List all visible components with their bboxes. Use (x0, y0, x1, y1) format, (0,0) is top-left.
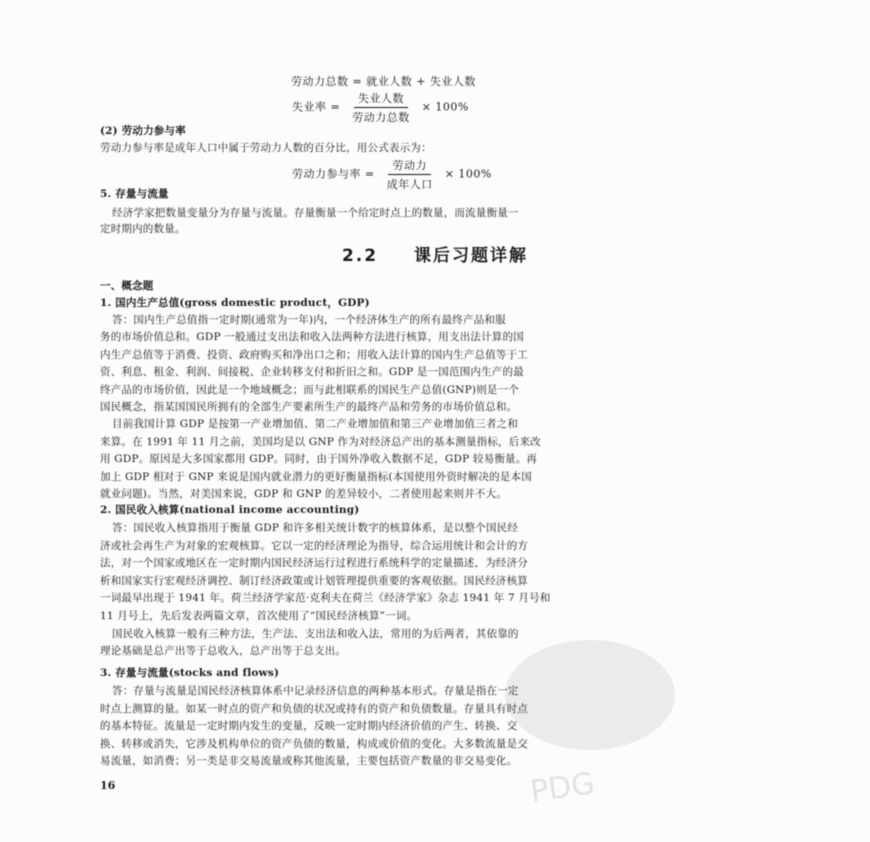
body-line: 理论基础是总产出等于总收入，总产出等于总支出。 (100, 645, 347, 658)
body-line: 国民概念，指某国国民所拥有的全部生产要素所生产的最终产品和劳务的市场价值总和。 (100, 401, 518, 413)
watermark-shape (505, 640, 675, 750)
item5-heading: 5. 存量与流量 (100, 188, 169, 200)
watermark-text: PDG (528, 766, 597, 810)
body-line: 内生产总值等于消费、投资、政府购买和净出口之和；用收入法计算的国内生产总值等于工 (100, 348, 528, 361)
participation-rate-formula (292, 157, 492, 192)
unemployment-numerator: 失业人数 (354, 90, 408, 108)
body-line: 来算。在 1991 年 11 月之前，美国均是以 GNP 作为对经济总产出的基本测量指标，后来改 (100, 435, 541, 448)
body-line: 终产品的市场价值，因此是一个地域概念；而与此相联系的国民生产总值(GNP)则是一个 (100, 383, 520, 396)
body-line: 加上 GDP 相对于 GNP 来说是国内就业潜力的更好衡量指标(本国使用外资时解决的是本国 (100, 470, 532, 483)
body-line: 答：国内生产总值指一定时期(通常为一年)内，一个经济体生产的所有最终产品和服 (112, 314, 506, 326)
unemployment-denominator: 劳动力总数 (352, 111, 410, 124)
body-line: 国民收入核算一般有三种方法，生产法、支出法和收入法，常用的为后两者，其依靠的 (112, 627, 519, 640)
participation-numerator: 劳动力 (388, 157, 431, 175)
body-line: 用 GDP。原因是大多国家都用 GDP。同时，由于国外净收入数据不足，GDP 较易衡量。再 (100, 453, 538, 466)
unemployment-formula-tail: × 100% (421, 100, 469, 114)
body-line: 济或社会再生产为对象的宏观核算。它以一定的经济理论为指导，综合运用统计和会计的方 (100, 539, 528, 552)
unemployment-fraction (348, 90, 414, 125)
item5-body-line-1: 经济学家把数量变量分为存量与流量。存量衡量一个给定时点上的数量，而流量衡量一 (112, 207, 519, 219)
body-line: 目前我国计算 GDP 是按第一产业增加值、第二产业增加值和第三产业增加值三者之和 (112, 418, 519, 431)
participation-formula-lhs: 劳动力参与率 = (292, 167, 375, 181)
body-line: 的基本特征。流量是一定时期内发生的变量，反映一定时期内经济价值的产生、转换、交 (100, 720, 518, 733)
section-number: 2.2 (341, 246, 379, 266)
item2-body: 劳动力参与率是成年人口中属于劳动力人数的百分比，用公式表示为： (100, 142, 432, 154)
participation-fraction (383, 157, 437, 192)
item2-heading: (2) 劳动力参与率 (100, 125, 186, 137)
body-line: 资、利息、租金、利润、间接税、企业转移支付和折旧之和。GDP 是一国范围内生产的最 (100, 366, 524, 379)
concept3-heading: 3. 存量与流量(stocks and flows) (100, 667, 280, 679)
body-line: 换、转移或消失，它涉及机构单位的资产负债的数量，构成或价值的变化。大多数流量是交 (100, 737, 528, 750)
body-line: 析和国家实行宏观经济调控、制订经济政策或计划管理提供重要的客观依据。国民经济核算 (100, 574, 528, 587)
body-line: 法，对一个国家或地区在一定时期内国民经济运行过程进行系统科学的定量描述，为经济分 (100, 557, 528, 570)
concepts-heading: 一、概念题 (100, 280, 154, 292)
labor-force-formula: 劳动力总数 = 就业人数 + 失业人数 (291, 75, 476, 88)
participation-formula-tail: × 100% (444, 167, 492, 181)
section-title (0, 241, 870, 266)
body-line: 答：存量与流量是国民经济核算体系中记录经济信息的两种基本形式。存量是指在一定 (112, 685, 519, 697)
body-line: 时点上测算的量。如某一时点的资产和负债的状况或持有的资产和负债数量。存量具有时点 (100, 702, 528, 715)
body-line: 一词最早出现于 1941 年。荷兰经济学家范·克利夫在荷兰《经济学家》杂志 1941 年 7 月号和 (100, 592, 551, 605)
body-line: 答：国民收入核算指用于衡量 GDP 和许多相关统计数字的核算体系，是以整个国民经 (112, 522, 519, 534)
item5-body-line-2: 定时期内的数量。 (100, 223, 186, 235)
participation-denominator: 成年人口 (386, 178, 433, 191)
body-line: 易流量，如消费；另一类是非交易流量或称其他流量，主要包括资产数量的非交易变化。 (100, 755, 518, 768)
concept1-heading: 1. 国内生产总值(gross domestic product，GDP) (100, 297, 370, 309)
page-number: 16 (100, 779, 116, 792)
unemployment-formula-lhs: 失业率 = (292, 100, 341, 114)
body-line: 就业问题)。当然，对美国来说，GDP 和 GNP 的差异较小，二者使用起来则并不大。 (100, 488, 508, 500)
concept2-heading: 2. 国民收入核算(national income accounting) (100, 504, 360, 516)
body-line: 11 月号上，先后发表两篇文章，首次使用了“国民经济核算”一词。 (100, 610, 418, 622)
unemployment-rate-formula (292, 90, 469, 125)
body-line: 务的市场价值总和。GDP 一般通过支出法和收入法两种方法进行核算，用支出法计算的国 (100, 331, 524, 344)
section-title-text: 课后习题详解 (414, 246, 529, 266)
